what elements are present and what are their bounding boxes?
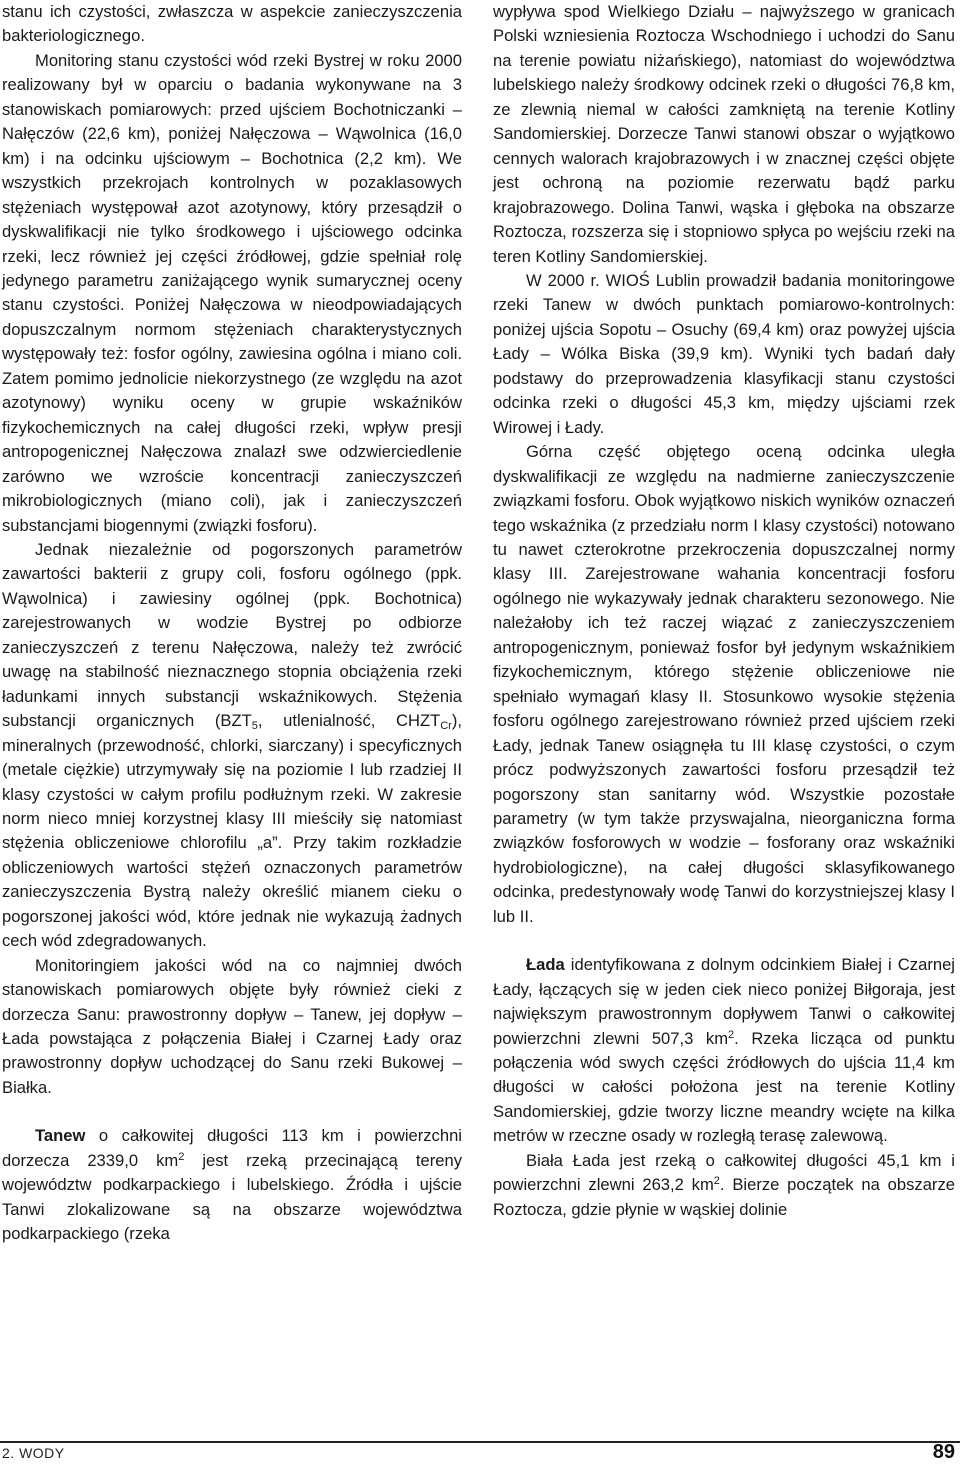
text-run: identyfikowana z dolnym odcinkiem Białej i Czarnej Łady, łączących się w jeden ciek nieco poniżej Biłgoraja, jest największym prawostronnym dopływem Tanwi o całkowitej powierzchni zlewni 507,3 km — [493, 955, 955, 1048]
right-column — [493, 0, 955, 1222]
superscript: 2 — [713, 1175, 720, 1188]
paragraph — [2, 538, 462, 954]
page-number: 89 — [932, 1441, 955, 1463]
paragraph: wypływa spod Wielkiego Działu – najwyższego w granicach Polski wzniesienia Roztocza Wschodniego i uchodzi do Sanu na terenie powiatu niżańskiego), natomiast do województwa lubelskiego należy środkowy odcinek rzeki o długości 76,8 km, ze zlewnią niemal w całości zamkniętą na terenie Kotliny Sandomierskiej. Dorzecze Tanwi stanowi obszar o wyjątkowo cennych walorach krajobrazowych i w znacznej części objęte jest ochroną na poziomie rezerwatu bądź parku krajobrazowego. Dolina Tanwi, wąska i głęboka na obszarze Roztocza, rozszerza się i stopniowo spłyca po wejściu rzeki na teren Kotliny Sandomierskiej. — [493, 2, 955, 266]
paragraph: stanu ich czystości, zwłaszcza w aspekcie zanieczyszczenia bakteriologicznego. — [2, 2, 462, 46]
paragraph: Górna część objętego oceną odcinka uległa dyskwalifikacji ze względu na nadmierne zanieczyszczenie związkami fosforu. Obok wyjątkowo niskich wyników oznaczeń tego wskaźnika (z przedziału norm I klasy czystości) notowano tu nawet czterokrotne przekroczenia dopuszczalnej normy klasy III. Zarejestrowane wahania koncentracji fosforu ogólnego nie wykazywały jednak charakteru sezonowego. Nie należałoby ich też raczej wiązać z zanieczyszczeniem antropogenicznym, ponieważ fosfor był jedynym wskaźnikiem fizykochemicznym, którego stężenie obliczeniowe nie spełniało wymagań klasy II. Stosunkowo wysokie stężenia fosforu ogólnego zarejestrowano również przed ujściem rzeki Łady, jednak Tanew osiągnęła tu III klasę czystości, o czym prócz podwyższonych zawartości fosforu przesądził też pogorszony stan sanitarny wód. Wszystkie pozostałe parametry (w tym także przyswajalna, nieorganiczna forma związków fosforowych w wodzie – fosforany oraz wskaźniki hydrobiologiczne), na całej długości sklasyfikowanego odcinka, predestynowały wodę Tanwi do korzystniejszej klasy I lub II. — [493, 442, 955, 926]
text-run: . Rzeka licząca od punktu połączenia wód swych części źródłowych do ujścia 11,4 km długości w całości położona jest na terenie Kotliny Sandomierskiej, gdzie tworzy liczne meandry wcięte na kilka metrów w rzeczne osady w rozległą terasę zalewową. — [493, 1028, 955, 1146]
superscript: 2 — [728, 1028, 735, 1041]
superscript: 2 — [178, 1150, 185, 1163]
subscript: Cr — [440, 720, 452, 733]
paragraph — [2, 1124, 462, 1246]
subscript: 5 — [251, 720, 258, 733]
river-heading: Tanew — [35, 1126, 86, 1146]
text-run: ), mineralnych (przewodność, chlorki, siarczany) i specyficznych (metale ciężkie) utrzymywały się na poziomie I lub rzadziej II klasy czystości w całym profilu podłużnym rzeki. W zakresie norm nieco mniej korzystnej klasy III mieściły się natomiast stężenia obliczeniowe chlorofilu „a”. Przy takim rozkładzie obliczeniowych wartości stężeń oznaczonych parametrów zanieczyszczenia Bystrą należy określić mianem cieku o pogorszonej jakości wód, które jednak nie wykazują żadnych cech wód zdegradowanych. — [2, 711, 462, 951]
text-run: o całkowitej długości 113 km i powierzchni dorzecza 2339,0 km — [2, 1126, 462, 1170]
paragraph: Monitoringiem jakości wód na co najmniej dwóch stanowiskach pomiarowych objęte były również cieki z dorzecza Sanu: prawostronny dopływ – Tanew, jej dopływ – Łada powstająca z połączenia Białej i Czarnej Łady oraz prawostronny dopływ uchodzącej do Sanu rzeki Bukowej – Białka. — [2, 955, 462, 1097]
paragraph: Monitoring stanu czystości wód rzeki Bystrej w roku 2000 realizowany był w oparciu o badania wykonywane na 3 stanowiskach pomiarowych: przed ujściem Bochotniczanki – Nałęczów (22,6 km), poniżej Nałęczowa – Wąwolnica (16,0 km) i na odcinku ujściowym – Bochotnica (2,2 km). We wszystkich przekrojach kontrolnych w pozaklasowych stężeniach występował azot azotynowy, który przesądził o dyskwalifikacji nie tylko środkowego i ujściowego odcinka rzeki, lecz również jej części źródłowej, gdzie spełniał rolę jedynego parametru zaniżającego wynik sumarycznej oceny stanu czystości. Poniżej Nałęczowa w nieodpowiadających dopuszczalnym normom stężeniach charakterystycznych występowały też: fosfor ogólny, zawiesina ogólna i miano coli. Zatem pomimo jednolicie niekorzystnego (ze względu na azot azotynowy) wyniku oceny w grupie wskaźników fizykochemicznych na całej długości rzeki, wpływ presji antropogenicznej Nałęczowa znalazł swe odzwierciedlenie zarówno we wzroście koncentracji zanieczyszczeń mikrobiologicznych (miano coli), jak i zanieczyszczeń substancjami biogennymi (związki fosforu). — [2, 50, 462, 535]
footer-section-label: 2. WODY — [2, 1445, 65, 1461]
left-column — [2, 0, 462, 1247]
river-heading: Łada — [526, 955, 565, 975]
paragraph — [493, 953, 955, 1149]
text-run: . Bierze początek na obszarze Roztocza, gdzie płynie w wąskiej dolinie — [493, 1175, 955, 1219]
text-run: Biała Łada jest rzeką o całkowitej długości 45,1 km i powierzchni zlewni 263,2 km — [493, 1150, 955, 1195]
paragraph: W 2000 r. WIOŚ Lublin prowadził badania monitoringowe rzeki Tanew w dwóch punktach pomiarowo-kontrolnych: poniżej ujścia Sopotu – Osuchy (69,4 km) oraz powyżej ujścia Łady – Wólka Biska (39,9 km). Wyniki tych badań dały podstawy do przeprowadzenia klasyfikacji stanu czystości odcinka rzeki o długości 45,3 km, między ujściami rzek Wirowej i Łady. — [493, 270, 955, 437]
footer-rule — [0, 1441, 960, 1443]
text-run: , utlenialność, CHZT — [257, 711, 441, 731]
text-run: Jednak niezależnie od pogorszonych parametrów zawartości bakterii z grupy coli, fosforu ogólnego (ppk. Wąwolnica) i zawiesiny ogólnej (ppk. Bochotnica) zarejestrowanych w wodzie Bystrej po odbiorze zanieczyszczeń z terenu Nałęczowa, należy też zwrócić uwagę na stabilność nieznacznego stopnia obciążenia rzeki ładunkami innych substancji wskaźnikowych. Stężenia substancji organicznych (BZT — [2, 539, 462, 731]
paragraph — [493, 1149, 955, 1222]
text-run: jest rzeką przecinającą tereny województw podkarpackiego i lubelskiego. Źródła i ujście Tanwi zlokalizowane są na obszarze województwa podkarpackiego (rzeka — [2, 1150, 462, 1244]
